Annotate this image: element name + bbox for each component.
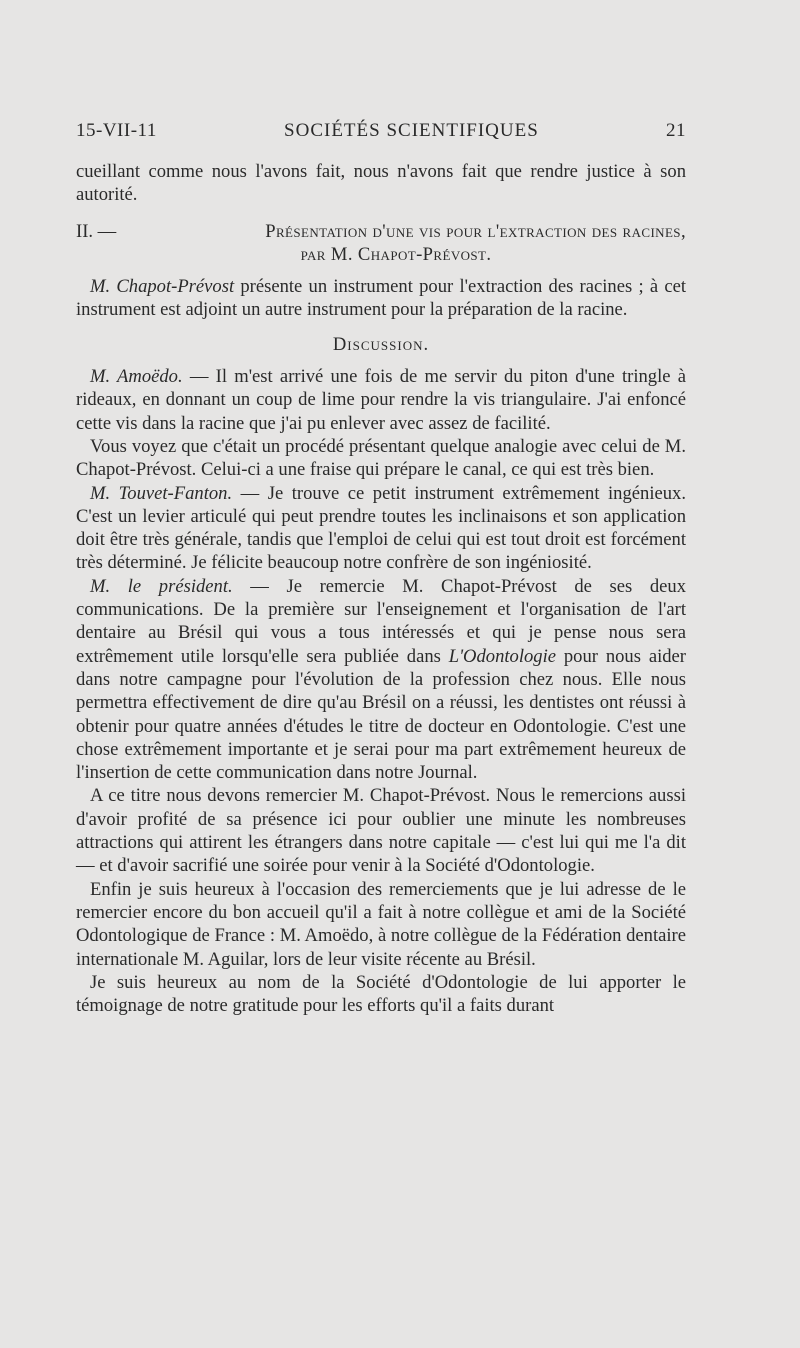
paragraph-text: présente un instrument pour l'extraction des racines ; à cet instrument est adjoint un autre instrument pour la préparation de la racine.	[76, 276, 686, 321]
speaker-name: M. Chapot-Prévost	[90, 276, 235, 298]
paragraph-amoedo	[76, 365, 686, 435]
paragraph-touvet-fanton	[76, 482, 686, 575]
paragraph-text: — Je remercie M. Chapot-Prévost de ses deux communications. De la première sur l'enseignement et l'organisation de l'art dentaire au Brésil qui vous a tous intéressés et qui je pense nous sera extrêmement utile lorsqu'elle sera publiée dans	[76, 575, 687, 667]
paragraph-thanks: A ce titre nous devons remercier M. Chapot-Prévost. Nous le remercions aussi d'avoir profité de sa présence ici pour oublier une minute les nombreuses attractions qui attirent les étrangers dans notre capitale — c'est lui qui me l'a dit — et d'avoir sacrifié une soirée pour venir à la Société d'Odontologie.	[76, 785, 686, 877]
paragraph-gratitude: Je suis heureux au nom de la Société d'Odontologie de lui apporter le témoignage de notre gratitude pour les efforts qu'il a faits durant	[76, 971, 686, 1017]
paragraph-president	[76, 575, 686, 785]
speaker-name: M. Touvet-Fanton.	[90, 482, 233, 504]
book-page	[76, 120, 686, 1017]
paragraph-presentation	[76, 275, 686, 322]
section-number: II. —	[76, 220, 117, 242]
header-date: 15-VII-11	[76, 120, 157, 141]
page-number: 21	[666, 120, 686, 141]
speaker-name: M. Amoëdo.	[90, 366, 183, 388]
discussion-heading: Discussion.	[332, 333, 430, 355]
header-title: SOCIÉTÉS SCIENTIFIQUES	[284, 120, 539, 141]
paragraph-analogy: Vous voyez que c'était un procédé présentant quelque analogie avec celui de M. Chapot-Prévost. Celui-ci a une fraise qui prépare le canal, ce qui est très bien.	[76, 435, 686, 481]
section-title-line2: par M. Chapot-Prévost.	[300, 243, 492, 265]
section-heading	[76, 220, 686, 267]
paragraph-welcome: Enfin je suis heureux à l'occasion des remerciements que je lui adresse de le remercier encore du bon accueil qu'il a fait à notre collègue et ami de la Société Odontologique de France : M. Amoëdo, à notre collègue de la Fédération dentaire internationale M. Aguilar, lors de leur visite récente au Brésil.	[76, 878, 686, 970]
journal-title: L'Odontologie	[448, 645, 557, 667]
running-header	[76, 120, 686, 142]
speaker-name: M. le président.	[90, 575, 233, 597]
section-title-line1: Présentation d'une vis pour l'extraction des racines,	[265, 220, 686, 242]
paragraph-text: pour nous aider dans notre campagne pour l'évolution de la profession chez nous. Elle nous permettra effectivement de dire qu'au Brésil on a réussi, les dentistes ont réussi à obtenir pour quatre années d'études le titre de docteur en Odontologie. C'est une chose extrêmement importante et je serai pour ma part extrêmement heureux de l'insertion de cette communication dans notre Journal.	[76, 645, 686, 784]
paragraph-continuation: cueillant comme nous l'avons fait, nous n'avons fait que rendre justice à son autorité.	[76, 161, 686, 206]
paragraph-text: — Il m'est arrivé une fois de me servir du piton d'une tringle à rideaux, en donnant un coup de lime pour rendre la vis triangulaire. J'ai enfoncé cette vis dans la racine que j'ai pu enlever avec assez de facilité.	[76, 366, 686, 434]
paragraph-text: — Je trouve ce petit instrument extrêmement ingénieux. C'est un levier articulé qui peut prendre toutes les inclinaisons et son application doit être très générale, tandis que l'emploi de celui qui est tout droit est forcément très déterminé. Je félicite beaucoup notre confrère de son ingéniosité.	[76, 482, 686, 574]
